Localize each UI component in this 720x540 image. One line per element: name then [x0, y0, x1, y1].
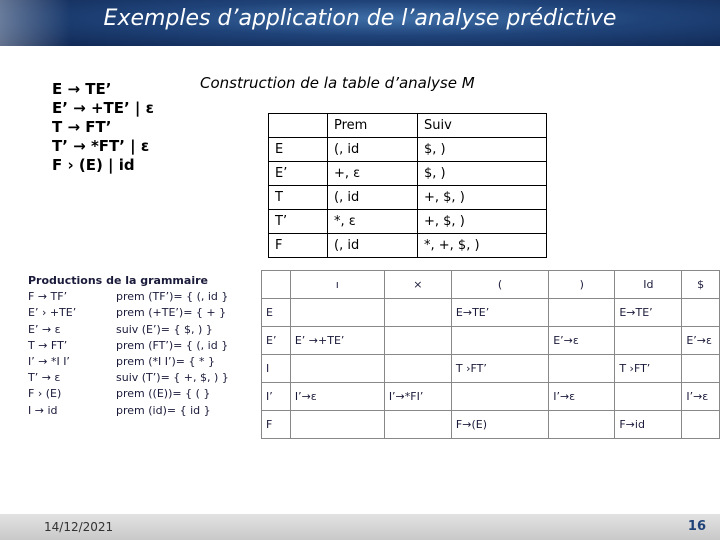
table-header-cell: Id [615, 271, 682, 299]
first-follow-table [268, 113, 547, 258]
table-cell: E→TE’ [451, 299, 548, 327]
table-cell: E’ →+TE’ [290, 327, 384, 355]
slide-subtitle: Construction de la table d’analyse M [200, 74, 475, 92]
table-header-cell [262, 271, 291, 299]
table-cell: *, ε [328, 210, 418, 234]
table-cell: E’→ε [682, 327, 720, 355]
table-header-cell: Suiv [418, 114, 547, 138]
production-set: prem (*I I’)= { * } [116, 355, 216, 369]
table-header-cell: ) [549, 271, 615, 299]
parse-table [261, 270, 720, 439]
grammar-rules [52, 80, 154, 175]
table-cell [682, 299, 720, 327]
list-item [28, 322, 229, 338]
list-item [28, 403, 229, 419]
table-cell: E’→ε [549, 327, 615, 355]
table-header-cell: × [384, 271, 451, 299]
table-cell [549, 355, 615, 383]
table-cell [290, 355, 384, 383]
table-cell: $, ) [418, 162, 547, 186]
list-item [28, 305, 229, 321]
table-header-cell: ( [451, 271, 548, 299]
table-cell: *, +, $, ) [418, 234, 547, 258]
production-set: prem (+TE’)= { + } [116, 306, 227, 320]
table-cell [290, 411, 384, 439]
table-header-cell: Prem [328, 114, 418, 138]
table-cell: I’ [262, 383, 291, 411]
table-cell: F [269, 234, 328, 258]
table-header-cell [269, 114, 328, 138]
grammar-rule: F › (E) | id [52, 156, 135, 174]
table-cell: E→TE’ [615, 299, 682, 327]
grammar-rule: T → FT’ [52, 118, 112, 136]
table-cell: E [269, 138, 328, 162]
table-cell: I’→ε [549, 383, 615, 411]
table-cell: F [262, 411, 291, 439]
list-item [28, 370, 229, 386]
table-row [262, 327, 720, 355]
production-set: prem (FT’)= { (, id } [116, 338, 229, 352]
table-cell: T’ [269, 210, 328, 234]
table-cell: $, ) [418, 138, 547, 162]
production-set: prem (TF’)= { (, id } [116, 290, 229, 304]
table-cell [451, 327, 548, 355]
list-item [28, 386, 229, 402]
footer-date: 14/12/2021 [44, 520, 114, 534]
table-cell: I [262, 355, 291, 383]
list-item [28, 289, 229, 305]
production-rule: F → TF’ [28, 290, 68, 304]
table-cell: E’ [269, 162, 328, 186]
production-rule: I → id [28, 403, 58, 417]
table-header-row [262, 271, 720, 299]
table-cell: +, $, ) [418, 210, 547, 234]
table-row [269, 210, 547, 234]
table-row [269, 162, 547, 186]
table-cell: T ›FT’ [451, 355, 548, 383]
slide-title: Exemples d’application de l’analyse prédictive [103, 6, 617, 31]
production-rule: E’ → ε [28, 322, 61, 336]
table-cell [451, 383, 548, 411]
table-cell: I’→*FI’ [384, 383, 451, 411]
list-item [28, 338, 229, 354]
table-row [262, 411, 720, 439]
table-row [262, 299, 720, 327]
table-cell: I’→ε [682, 383, 720, 411]
production-rule: T → FT’ [28, 338, 68, 352]
table-cell: F→(E) [451, 411, 548, 439]
grammar-rule: E → TE’ [52, 80, 112, 98]
productions-heading: Productions de la grammaire [28, 274, 208, 287]
table-row [269, 234, 547, 258]
table-cell: (, id [328, 186, 418, 210]
list-item [28, 354, 229, 370]
footer-bar [0, 514, 720, 540]
table-cell: (, id [328, 138, 418, 162]
table-cell [682, 411, 720, 439]
table-cell: I’→ε [290, 383, 384, 411]
table-header-cell: $ [682, 271, 720, 299]
table-cell: (, id [328, 234, 418, 258]
production-rule: I’ → *I I’ [28, 355, 70, 369]
production-rule: E’ › +TE’ [28, 306, 77, 320]
table-cell [682, 355, 720, 383]
production-rule: T’ → ε [28, 371, 61, 385]
production-set: suiv (T’)= { +, $, ) } [116, 371, 229, 385]
table-row [262, 383, 720, 411]
table-cell [615, 327, 682, 355]
table-cell [549, 299, 615, 327]
table-cell [549, 411, 615, 439]
table-cell [615, 383, 682, 411]
table-cell [384, 299, 451, 327]
table-cell: T ›FT’ [615, 355, 682, 383]
table-row [269, 186, 547, 210]
table-row [269, 138, 547, 162]
production-set: prem ((E))= { ( } [116, 387, 211, 401]
production-set: suiv (E’)= { $, ) } [116, 322, 213, 336]
table-header-cell: ı [290, 271, 384, 299]
table-cell: +, ε [328, 162, 418, 186]
table-cell [384, 327, 451, 355]
table-cell: F→id [615, 411, 682, 439]
table-cell: E’ [262, 327, 291, 355]
grammar-rule: T’ → *FT’ | ε [52, 137, 150, 155]
table-cell [384, 411, 451, 439]
table-cell: T [269, 186, 328, 210]
table-cell [384, 355, 451, 383]
table-cell [290, 299, 384, 327]
table-cell: +, $, ) [418, 186, 547, 210]
productions-list [28, 273, 229, 419]
production-rule: F › (E) [28, 387, 62, 401]
page-number: 16 [687, 519, 706, 534]
production-set: prem (id)= { id } [116, 403, 211, 417]
table-row [262, 355, 720, 383]
table-header-row [269, 114, 547, 138]
table-cell: E [262, 299, 291, 327]
grammar-rule: E’ → +TE’ | ε [52, 99, 154, 117]
